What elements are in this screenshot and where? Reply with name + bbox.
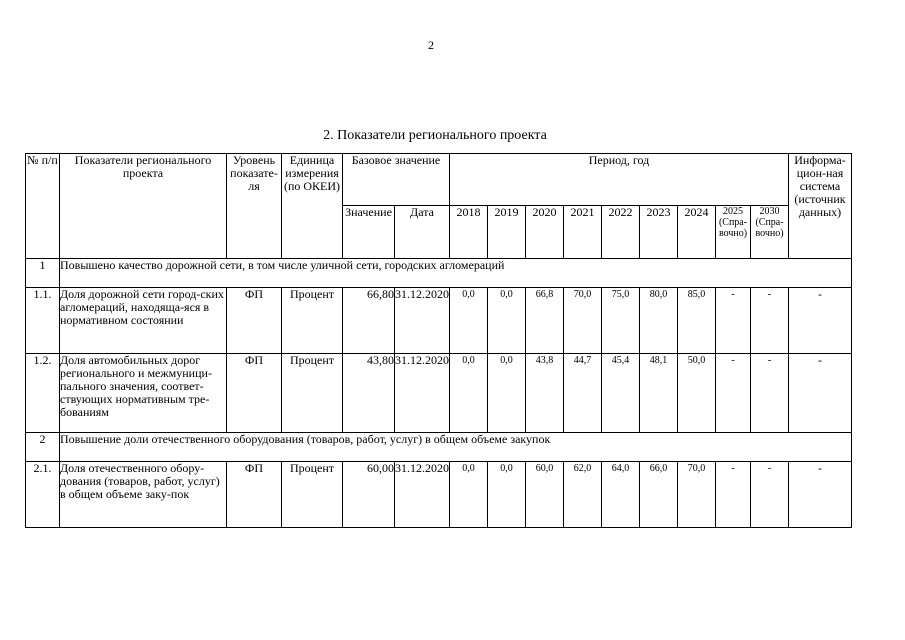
year-value-cell: 45,4 xyxy=(602,354,640,433)
section-num: 1 xyxy=(26,259,60,288)
year-value-cell: 48,1 xyxy=(640,354,678,433)
table-row xyxy=(26,462,852,528)
year-value-cell: 75,0 xyxy=(602,288,640,354)
year-value-cell: 60,0 xyxy=(526,462,564,528)
info-cell: - xyxy=(789,354,852,433)
base-date-cell: 31.12.2020 xyxy=(395,354,450,433)
year-value-cell: 66,8 xyxy=(526,288,564,354)
year-value-cell: - xyxy=(716,354,751,433)
year-header: 2022 xyxy=(602,206,640,259)
year-header: 2030 (Спра-вочно) xyxy=(751,206,789,259)
indicator-name: Доля дорожной сети город-ских агломераций, находяща-яся в нормативном состоянии xyxy=(60,288,227,354)
year-value-cell: - xyxy=(751,354,789,433)
header-base: Базовое значение xyxy=(343,154,450,206)
base-date-cell: 31.12.2020 xyxy=(395,462,450,528)
year-header: 2018 xyxy=(450,206,488,259)
header-value: Значение xyxy=(343,206,395,259)
header-date: Дата xyxy=(395,206,450,259)
year-value-cell: 66,0 xyxy=(640,462,678,528)
indicators-table xyxy=(25,153,852,528)
header-period: Период, год xyxy=(450,154,789,206)
indicator-name: Доля автомобильных дорог регионального и межмуници-пального значения, соответ-ствующих нормативным тре-бованиям xyxy=(60,354,227,433)
year-value-cell: 62,0 xyxy=(564,462,602,528)
header-level: Уровень показате-ля xyxy=(227,154,282,259)
section-title-cell: Повышено качество дорожной сети, в том числе уличной сети, городских агломераций xyxy=(60,259,852,288)
level-cell: ФП xyxy=(227,462,282,528)
year-value-cell: 85,0 xyxy=(678,288,716,354)
year-value-cell: - xyxy=(716,288,751,354)
info-cell: - xyxy=(789,288,852,354)
row-num: 1.1. xyxy=(26,288,60,354)
header-info: Информа-цион-ная система (источник данных) xyxy=(789,154,852,259)
year-value-cell: 0,0 xyxy=(450,288,488,354)
base-value-cell: 60,00 xyxy=(343,462,395,528)
year-value-cell: 44,7 xyxy=(564,354,602,433)
row-num: 2.1. xyxy=(26,462,60,528)
header-num: № п/п xyxy=(26,154,60,259)
year-value-cell: 43,8 xyxy=(526,354,564,433)
unit-cell: Процент xyxy=(282,288,343,354)
year-value-cell: - xyxy=(716,462,751,528)
page-number: 2 xyxy=(428,38,434,52)
year-value-cell: 64,0 xyxy=(602,462,640,528)
header-row xyxy=(26,154,852,206)
year-value-cell: 0,0 xyxy=(488,354,526,433)
year-value-cell: 0,0 xyxy=(488,288,526,354)
base-value-cell: 66,80 xyxy=(343,288,395,354)
year-header: 2020 xyxy=(526,206,564,259)
header-unit: Единица измерения (по ОКЕИ) xyxy=(282,154,343,259)
table-row xyxy=(26,354,852,433)
year-header: 2019 xyxy=(488,206,526,259)
unit-cell: Процент xyxy=(282,462,343,528)
level-cell: ФП xyxy=(227,288,282,354)
year-header: 2023 xyxy=(640,206,678,259)
row-num: 1.2. xyxy=(26,354,60,433)
year-value-cell: 0,0 xyxy=(450,462,488,528)
year-value-cell: - xyxy=(751,288,789,354)
year-value-cell: 0,0 xyxy=(450,354,488,433)
year-value-cell: 80,0 xyxy=(640,288,678,354)
year-value-cell: 50,0 xyxy=(678,354,716,433)
base-value-cell: 43,80 xyxy=(343,354,395,433)
indicator-name: Доля отечественного обору-дования (товаров, работ, услуг) в общем объеме заку-пок xyxy=(60,462,227,528)
year-header: 2024 xyxy=(678,206,716,259)
year-header: 2021 xyxy=(564,206,602,259)
unit-cell: Процент xyxy=(282,354,343,433)
section-title: 2. Показатели регионального проекта xyxy=(323,128,547,143)
year-value-cell: 70,0 xyxy=(564,288,602,354)
section-title-cell: Повышение доли отечественного оборудования (товаров, работ, услуг) в общем объеме закупок xyxy=(60,433,852,462)
section-row xyxy=(26,433,852,462)
header-indicator: Показатели регионального проекта xyxy=(60,154,227,259)
table-row xyxy=(26,288,852,354)
section-row xyxy=(26,259,852,288)
level-cell: ФП xyxy=(227,354,282,433)
year-value-cell: 70,0 xyxy=(678,462,716,528)
year-header: 2025 (Спра-вочно) xyxy=(716,206,751,259)
base-date-cell: 31.12.2020 xyxy=(395,288,450,354)
year-value-cell: 0,0 xyxy=(488,462,526,528)
info-cell: - xyxy=(789,462,852,528)
section-num: 2 xyxy=(26,433,60,462)
year-value-cell: - xyxy=(751,462,789,528)
